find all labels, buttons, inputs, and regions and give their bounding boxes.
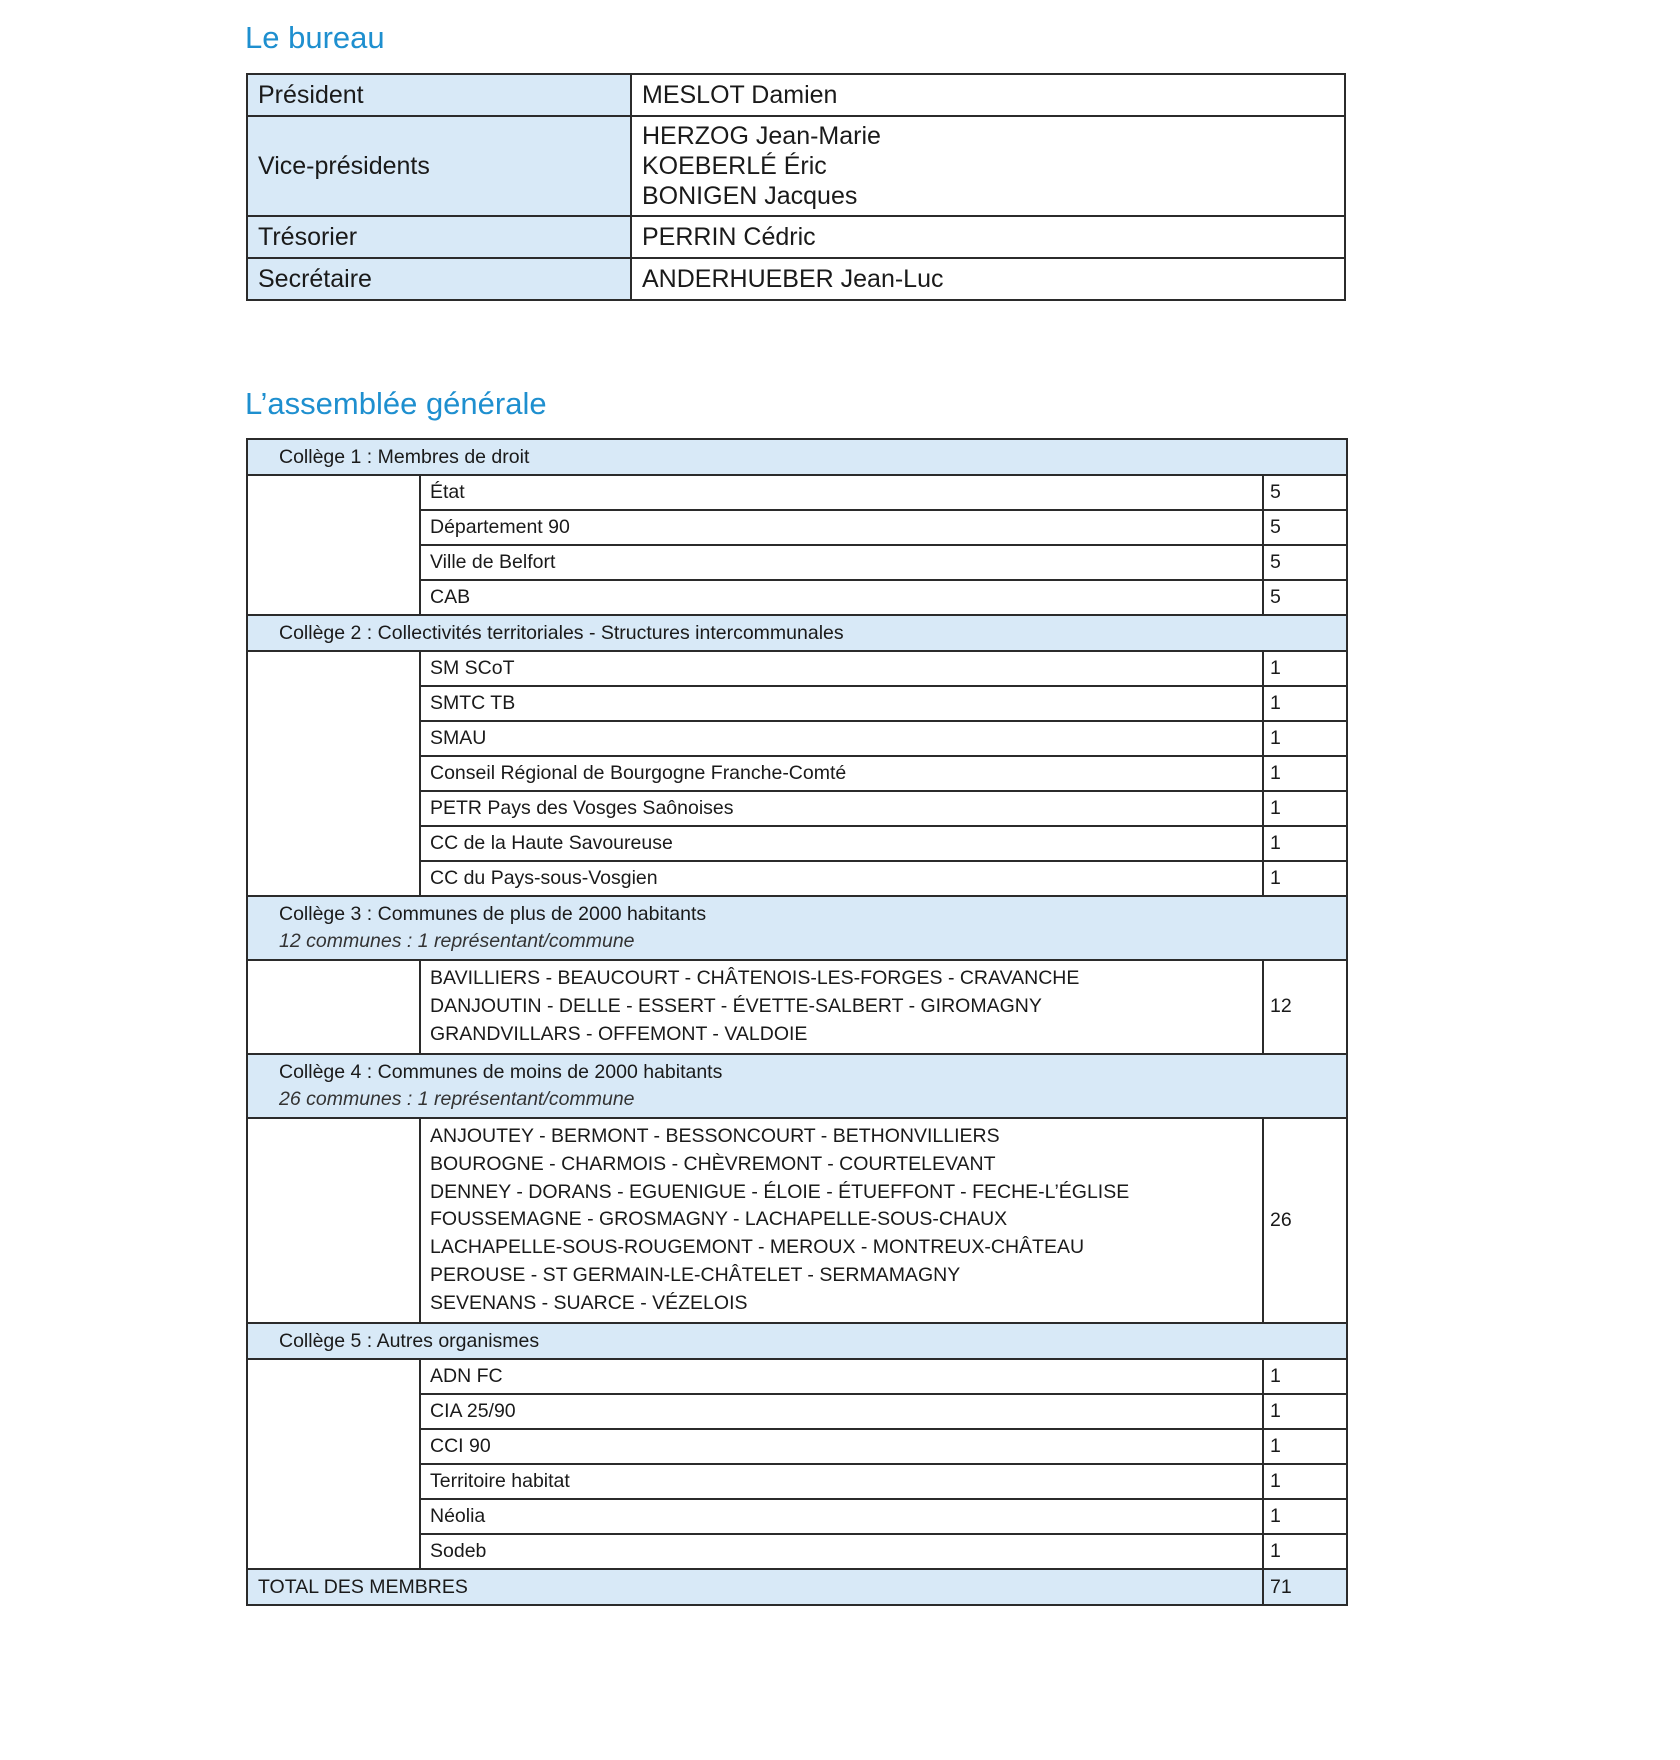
member-name: MESLOT Damien [642, 81, 838, 109]
role-names [631, 116, 1345, 216]
assemblee-table [246, 438, 1348, 1606]
communes-list [420, 1118, 1263, 1323]
college-header [247, 896, 1347, 960]
college-title: Collège 4 : Communes de moins de 2000 habitants [279, 1060, 723, 1083]
member-count: 1 [1263, 756, 1347, 791]
member-count: 1 [1263, 861, 1347, 896]
communes-line: GRANDVILLARS - OFFEMONT - VALDOIE [430, 1022, 808, 1045]
member-count: 1 [1263, 1359, 1347, 1394]
indent-cell [247, 960, 420, 1054]
member-org: CC du Pays-sous-Vosgien [420, 861, 1263, 896]
member-org: SMAU [420, 721, 1263, 756]
member-count: 12 [1263, 960, 1347, 1054]
total-row [247, 1569, 1347, 1605]
college-title-cell [247, 896, 1347, 960]
college-header [247, 615, 1347, 651]
member-name: BONIGEN Jacques [642, 182, 858, 210]
indent-cell [247, 475, 420, 615]
member-count: 1 [1263, 826, 1347, 861]
college-header [247, 1323, 1347, 1359]
member-count: 1 [1263, 1534, 1347, 1569]
college-title: Collège 3 : Communes de plus de 2000 habitants [279, 903, 707, 925]
table-row [247, 1118, 1347, 1323]
member-org: CIA 25/90 [420, 1394, 1263, 1429]
member-count: 5 [1263, 545, 1347, 580]
member-org: CCI 90 [420, 1429, 1263, 1464]
role-label: Secrétaire [247, 258, 631, 300]
member-name: ANDERHUEBER Jean-Luc [642, 265, 944, 293]
table-row [247, 1359, 1347, 1394]
member-count: 5 [1263, 475, 1347, 510]
bureau-table [246, 73, 1346, 301]
indent-cell [247, 1118, 420, 1323]
member-count: 1 [1263, 791, 1347, 826]
member-org: Néolia [420, 1499, 1263, 1534]
communes-line: DANJOUTIN - DELLE - ESSERT - ÉVETTE-SALBERT - GIROMAGNY [430, 994, 1042, 1017]
total-value: 71 [1263, 1569, 1347, 1605]
table-row [247, 960, 1347, 1054]
role-names [631, 74, 1345, 116]
member-count: 1 [1263, 1429, 1347, 1464]
member-name: HERZOG Jean-Marie [642, 122, 881, 150]
role-names [631, 216, 1345, 258]
college-title-cell [247, 1054, 1347, 1118]
member-org: Sodeb [420, 1534, 1263, 1569]
bureau-row [247, 116, 1345, 216]
member-count: 1 [1263, 1464, 1347, 1499]
table-row [247, 651, 1347, 686]
communes-line: BOUROGNE - CHARMOIS - CHÈVREMONT - COURTELEVANT [430, 1152, 996, 1175]
bureau-title: Le bureau [245, 20, 385, 55]
member-name: KOEBERLÉ Éric [642, 152, 827, 180]
member-count: 5 [1263, 580, 1347, 615]
member-count: 26 [1263, 1118, 1347, 1323]
member-org: CAB [420, 580, 1263, 615]
indent-cell [247, 1359, 420, 1569]
role-label: Trésorier [247, 216, 631, 258]
member-count: 5 [1263, 510, 1347, 545]
total-label: TOTAL DES MEMBRES [247, 1569, 1263, 1605]
member-count: 1 [1263, 1499, 1347, 1534]
member-count: 1 [1263, 721, 1347, 756]
bureau-row [247, 216, 1345, 258]
role-names [631, 258, 1345, 300]
communes-line: FOUSSEMAGNE - GROSMAGNY - LACHAPELLE-SOUS-CHAUX [430, 1208, 1008, 1231]
member-org: Ville de Belfort [420, 545, 1263, 580]
indent-cell [247, 651, 420, 896]
assemblee-title: L’assemblée générale [245, 386, 547, 421]
communes-line: BAVILLIERS - BEAUCOURT - CHÂTENOIS-LES-FORGES - CRAVANCHE [430, 967, 1080, 989]
role-label: Vice-présidents [247, 116, 631, 216]
member-org: PETR Pays des Vosges Saônoises [420, 791, 1263, 826]
college-title: Collège 1 : Membres de droit [247, 439, 1347, 475]
communes-line: LACHAPELLE-SOUS-ROUGEMONT - MEROUX - MONTREUX-CHÂTEAU [430, 1236, 1085, 1259]
member-org: SMTC TB [420, 686, 1263, 721]
member-org: Département 90 [420, 510, 1263, 545]
member-org: État [420, 475, 1263, 510]
communes-line: ANJOUTEY - BERMONT - BESSONCOURT - BETHONVILLIERS [430, 1124, 1000, 1147]
college-subtitle: 12 communes : 1 représentant/commune [279, 930, 635, 952]
communes-line: PEROUSE - ST GERMAIN-LE-CHÂTELET - SERMAMAGNY [430, 1264, 961, 1287]
member-org: Conseil Régional de Bourgogne Franche-Comté [420, 756, 1263, 791]
bureau-row [247, 258, 1345, 300]
role-label: Président [247, 74, 631, 116]
member-name: PERRIN Cédric [642, 223, 816, 251]
member-count: 1 [1263, 686, 1347, 721]
communes-line: DENNEY - DORANS - EGUENIGUE - ÉLOIE - ÉTUEFFONT - FECHE-L’ÉGLISE [430, 1180, 1130, 1203]
college-header [247, 1054, 1347, 1118]
member-org: CC de la Haute Savoureuse [420, 826, 1263, 861]
communes-list [420, 960, 1263, 1054]
college-header [247, 439, 1347, 475]
member-count: 1 [1263, 1394, 1347, 1429]
member-org: ADN FC [420, 1359, 1263, 1394]
communes-line: SEVENANS - SUARCE - VÉZELOIS [430, 1292, 748, 1315]
college-title: Collège 2 : Collectivités territoriales - Structures intercommunales [247, 615, 1347, 651]
member-count: 1 [1263, 651, 1347, 686]
table-row [247, 475, 1347, 510]
bureau-row [247, 74, 1345, 116]
member-org: Territoire habitat [420, 1464, 1263, 1499]
college-subtitle: 26 communes : 1 représentant/commune [279, 1087, 635, 1110]
member-org: SM SCoT [420, 651, 1263, 686]
college-title: Collège 5 : Autres organismes [247, 1323, 1347, 1359]
